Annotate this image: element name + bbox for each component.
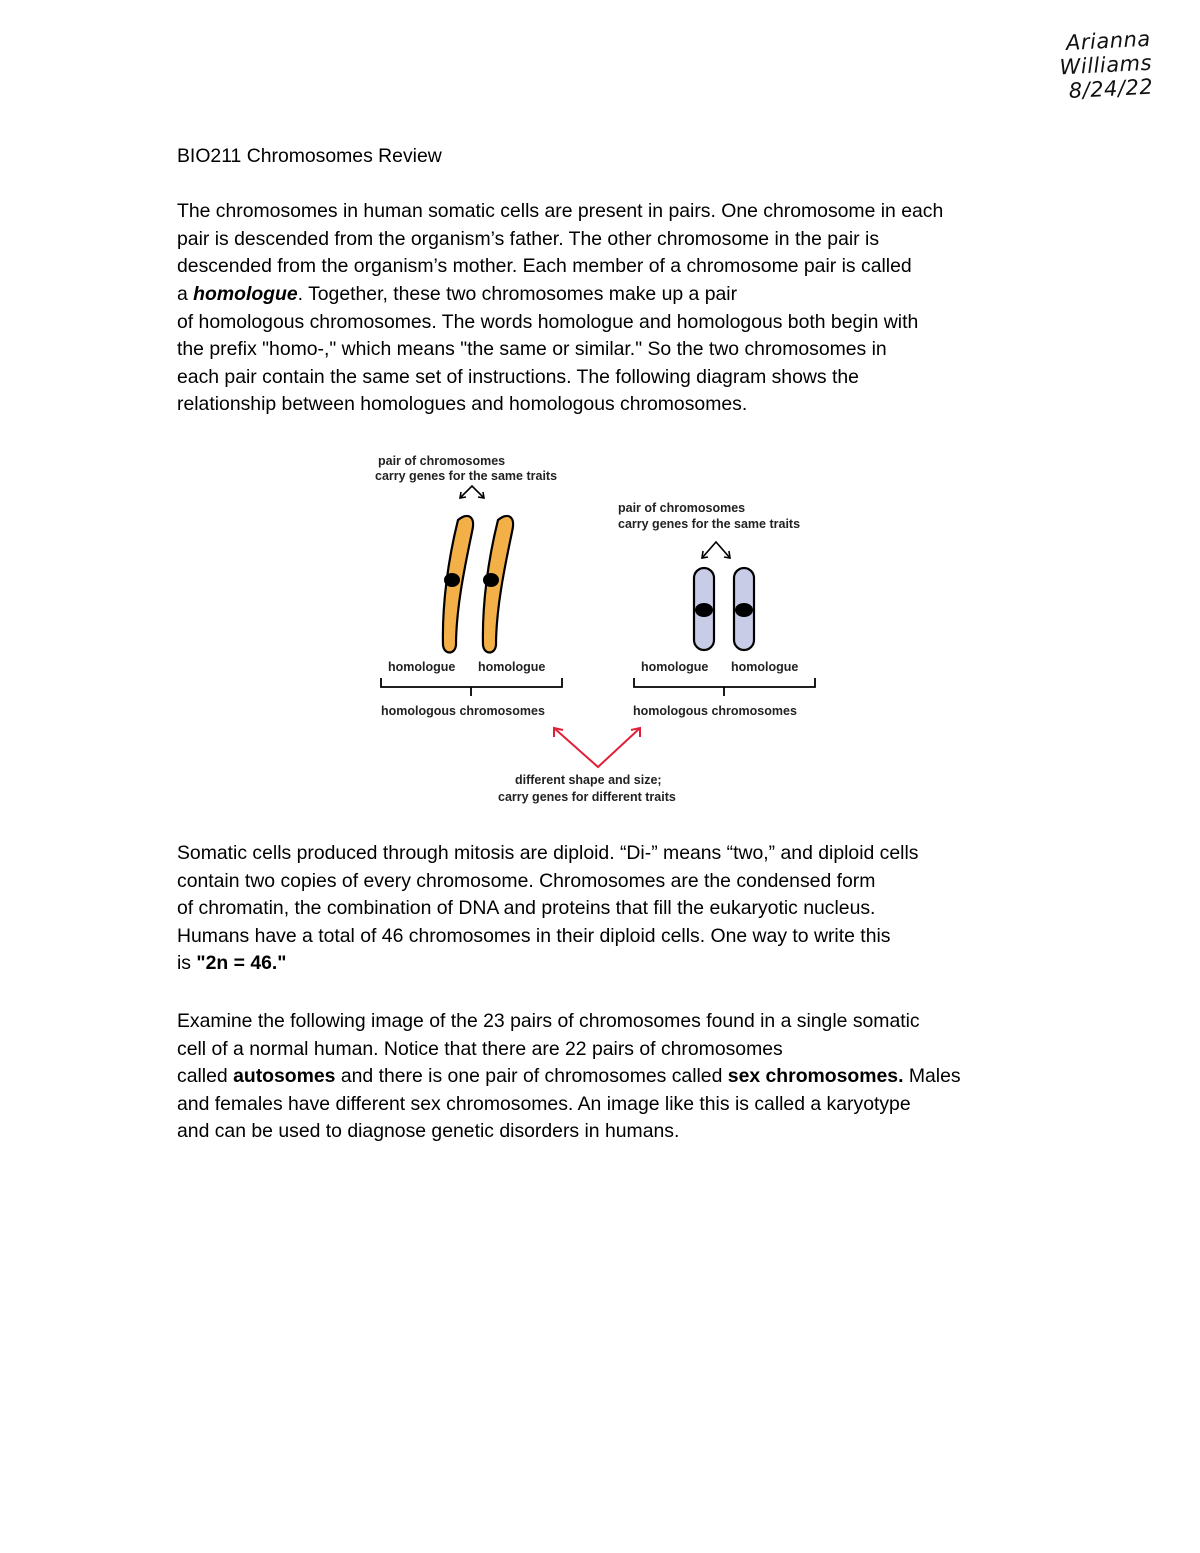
paragraph-1-line: relationship between homologues and homologous chromosomes. <box>177 393 748 416</box>
formula-2n-46: "2n = 46." <box>196 952 287 975</box>
document-title: BIO211 Chromosomes Review <box>177 145 442 167</box>
left-group-label: homologous chromosomes <box>381 704 545 718</box>
right-pair-title: pair of chromosomes <box>618 501 746 515</box>
right-homologue-a-label: homologue <box>641 660 709 674</box>
handwritten-signature <box>1020 27 1154 106</box>
right-homologue-b-label: homologue <box>731 660 799 674</box>
text-run: called <box>177 1065 234 1088</box>
autosomes-term: autosomes <box>233 1065 336 1088</box>
left-homologue-b-label: homologue <box>478 660 546 674</box>
left-homologue-b-centromere <box>483 573 499 587</box>
right-bracket <box>634 678 815 687</box>
signature-last-name: Williams <box>1059 50 1153 80</box>
left-bracket <box>381 678 562 687</box>
paragraph-3-line: cell of a normal human. Notice that there are 22 pairs of chromosomes <box>177 1037 783 1060</box>
difference-label-line2: carry genes for different traits <box>498 790 676 804</box>
document-body <box>177 143 1047 419</box>
paragraph-3-line: Examine the following image of the 23 pairs of chromosomes found in a single somatic <box>177 1010 920 1032</box>
diagram-svg <box>360 440 840 820</box>
difference-v-arrow <box>554 728 640 767</box>
homologous-chromosomes-diagram <box>360 440 840 820</box>
left-homologue-a-label: homologue <box>388 660 456 674</box>
text-run: a <box>177 282 194 305</box>
paragraph-2-line <box>177 950 1047 978</box>
text-run: and there is one pair of chromosomes called <box>335 1065 728 1088</box>
right-homologue-b-centromere <box>735 603 753 617</box>
left-pair-subtitle: carry genes for the same traits <box>375 469 558 483</box>
paragraph-3-line: and can be used to diagnose genetic disorders in humans. <box>177 1120 680 1143</box>
text-run: Males <box>903 1065 961 1088</box>
left-pair-title: pair of chromosomes <box>378 454 506 468</box>
left-caret-arrow <box>460 486 484 498</box>
left-homologue-a-centromere <box>444 573 460 587</box>
paragraph-2 <box>177 840 1047 978</box>
paragraph-1-line: descended from the organism’s mother. Each member of a chromosome pair is called <box>177 255 912 278</box>
paragraph-3-line <box>177 1063 1047 1091</box>
paragraph-1-line: The chromosomes in human somatic cells are present in pairs. One chromosome in each <box>177 200 944 223</box>
paragraph-3 <box>177 1008 1047 1146</box>
text-run: is <box>177 952 197 975</box>
paragraph-2-line: of chromatin, the combination of DNA and proteins that fill the eukaryotic nucleus. <box>177 897 876 920</box>
paragraph-1-line: pair is descended from the organism’s father. The other chromosome in the pair is <box>177 227 880 250</box>
paragraph-1-line <box>177 281 1047 309</box>
right-pair-subtitle: carry genes for the same traits <box>618 517 801 531</box>
right-group-label: homologous chromosomes <box>633 704 797 718</box>
paragraph-1-line: the prefix "homo-," which means "the same or similar." So the two chromosomes in <box>177 338 887 361</box>
paragraph-1-line: of homologous chromosomes. The words homologue and homologous both begin with <box>177 310 919 333</box>
right-caret-arrow <box>702 542 730 558</box>
paragraph-1-line: each pair contain the same set of instructions. The following diagram shows the <box>177 365 859 388</box>
signature-first-name: Arianna <box>1065 26 1152 56</box>
signature-date: 8/24/22 <box>1068 74 1154 103</box>
paragraph-2-line: Somatic cells produced through mitosis are diploid. “Di-” means “two,” and diploid cells <box>177 842 919 864</box>
homologue-term: homologue <box>193 282 298 305</box>
sex-chromosomes-term: sex chromosomes. <box>727 1065 904 1088</box>
text-run: . Together, these two chromosomes make up a pair <box>297 282 738 305</box>
paragraph-2-line: Humans have a total of 46 chromosomes in their diploid cells. One way to write this <box>177 924 891 947</box>
right-homologue-a-centromere <box>695 603 713 617</box>
paragraph-3-line: and females have different sex chromosomes. An image like this is called a karyotype <box>177 1092 911 1115</box>
paragraph-2-line: contain two copies of every chromosome. Chromosomes are the condensed form <box>177 869 876 892</box>
paragraph-1 <box>177 198 1047 419</box>
difference-label-line1: different shape and size; <box>515 773 662 787</box>
